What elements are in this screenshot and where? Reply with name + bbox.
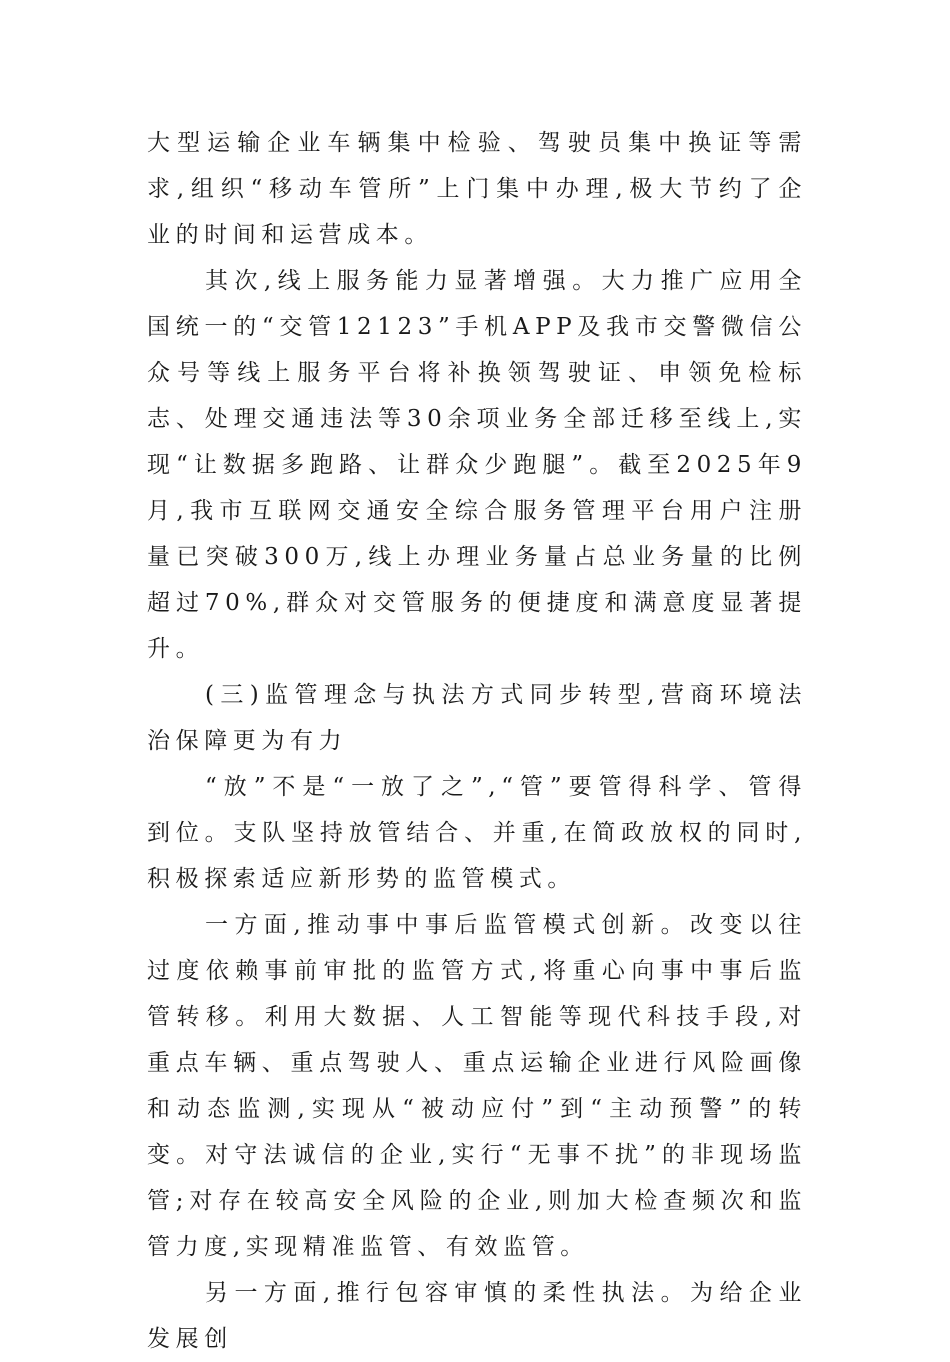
paragraph-online-services: 其次,线上服务能力显著增强。大力推广应用全国统一的“交管12123”手机APP及我市交警微信公众号等线上服务平台将补换领驾驶证、申领免检标志、处理交通违法等30余项业务全部迁移至线上,实现“让数据多跑路、让群众少跑腿”。截至2025年9月,我市互联网交通安全综合服务管理平台用户注册量已突破300万,线上办理业务量占总业务量的比例超过70%,群众对交管服务的便捷度和满意度显著提升。 bbox=[147, 268, 807, 662]
paragraph-flexible-enforcement: 另一方面,推行包容审慎的柔性执法。为给企业发展创 bbox=[147, 1280, 807, 1352]
paragraph-regulation-intro: “放”不是“一放了之”,“管”要管得科学、管得到位。支队坚持放管结合、并重,在简政放权的同时,积极探索适应新形势的监管模式。 bbox=[147, 774, 807, 892]
paragraph-post-event-supervision: 一方面,推动事中事后监管模式创新。改变以往过度依赖事前审批的监管方式,将重心向事中事后监管转移。利用大数据、人工智能等现代科技手段,对重点车辆、重点驾驶人、重点运输企业进行风险画像和动态监测,实现从“被动应付”到“主动预警”的转变。对守法诚信的企业,实行“无事不扰”的非现场监管;对存在较高安全风险的企业,则加大检查频次和监管力度,实现精准监管、有效监管。 bbox=[147, 912, 807, 1260]
section-heading-three: (三)监管理念与执法方式同步转型,营商环境法治保障更为有力 bbox=[147, 682, 807, 754]
paragraph-continuation: 大型运输企业车辆集中检验、驾驶员集中换证等需求,组织“移动车管所”上门集中办理,极大节约了企业的时间和运营成本。 bbox=[147, 130, 807, 248]
document-page bbox=[147, 120, 807, 1362]
